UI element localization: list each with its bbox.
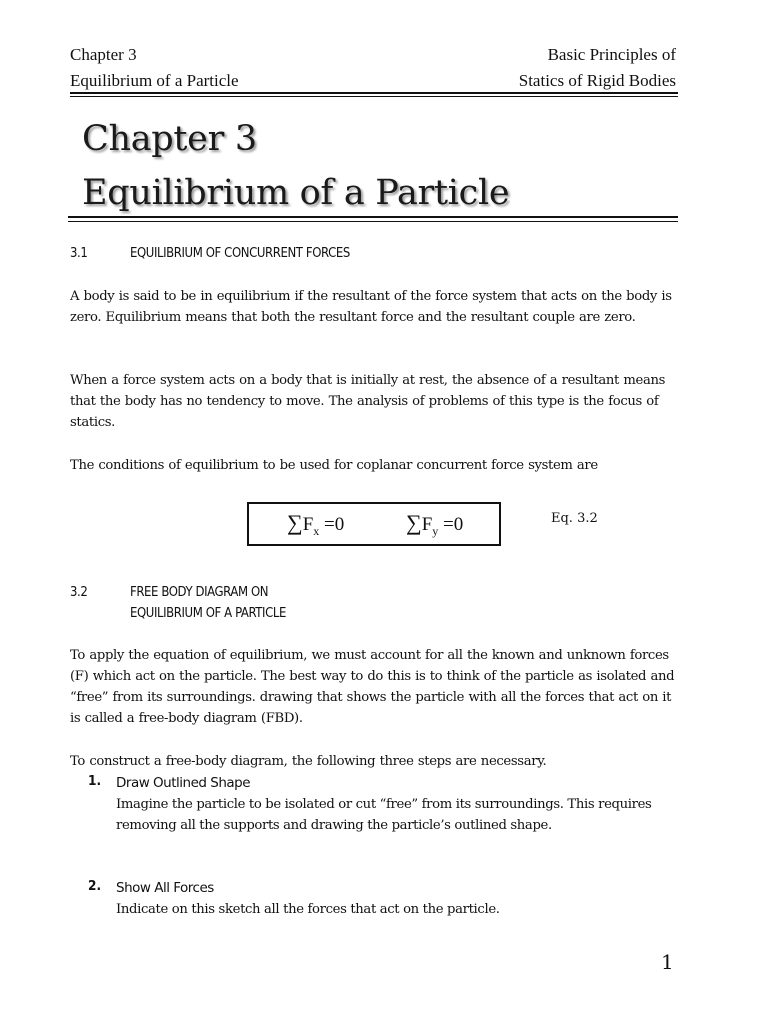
- header-rule-thin: [70, 96, 678, 97]
- header-book-title-2: Statics of Rigid Bodies: [518, 71, 676, 90]
- equals-zero: =0: [438, 514, 464, 535]
- title-rule-thin: [68, 221, 678, 222]
- equation-sum-fy: [406, 510, 463, 539]
- section-number: 3.1: [70, 246, 88, 261]
- step-description: Imagine the particle to be isolated or cut “free” from its surroundings. This requires removing all the supports and drawing the particle’s outlined shape.: [116, 797, 652, 833]
- running-header-left: [70, 42, 239, 94]
- step-number: 1.: [88, 773, 102, 789]
- summation-symbol: ∑: [406, 510, 422, 535]
- subscript-y: y: [432, 523, 439, 538]
- title-rule: [68, 216, 678, 218]
- paragraph-force-system-at-rest: When a force system acts on a body that is initially at rest, the absence of a resultant means that the body has no tendency to move. The analysis of problems of this type is the focus of statics.: [70, 373, 666, 430]
- header-chapter-title: Equilibrium of a Particle: [70, 71, 239, 90]
- step-title: Draw Outlined Shape: [116, 775, 251, 791]
- header-rule: [70, 92, 678, 94]
- chapter-title-number: Chapter 3: [82, 119, 257, 159]
- section-title-line-2: EQUILIBRIUM OF A PARTICLE: [130, 606, 286, 621]
- chapter-title: [82, 112, 509, 220]
- force-symbol: F: [302, 514, 314, 535]
- paragraph-conditions-intro: The conditions of equilibrium to be used for coplanar concurrent force system are: [70, 458, 598, 473]
- step-number: 2.: [88, 878, 102, 894]
- equation-sum-fx: [287, 510, 344, 539]
- summation-symbol: ∑: [287, 510, 303, 535]
- step-title: Show All Forces: [116, 880, 214, 896]
- equals-zero: =0: [319, 514, 345, 535]
- paragraph-free-body-intro: To apply the equation of equilibrium, we must account for all the known and unknown forces (F) which act on the particle. The best way to do this is to think of the particle as isolated and “free” from its surroundings. drawing that shows the particle with all the forces that act on it is called a free-body diagram (FBD).: [70, 648, 675, 726]
- equation-box: [247, 502, 501, 546]
- running-header-right: [519, 42, 676, 94]
- section-title: EQUILIBRIUM OF CONCURRENT FORCES: [130, 246, 350, 261]
- paragraph-equilibrium-definition: A body is said to be in equilibrium if the resultant of the force system that acts on the body is zero. Equilibrium means that both the resultant force and the resultant couple are zero.: [70, 289, 672, 325]
- section-number: 3.2: [70, 585, 88, 600]
- header-chapter: Chapter 3: [70, 45, 137, 64]
- step-description: Indicate on this sketch all the forces that act on the particle.: [116, 902, 500, 917]
- page-number: 1: [661, 950, 674, 974]
- section-title-line-1: FREE BODY DIAGRAM ON: [130, 585, 269, 600]
- header-book-title-1: Basic Principles of: [547, 45, 676, 64]
- chapter-title-name: Equilibrium of a Particle: [82, 173, 510, 213]
- equation-label: Eq. 3.2: [551, 511, 598, 526]
- subscript-x: x: [313, 523, 320, 538]
- paragraph-steps-intro: To construct a free-body diagram, the following three steps are necessary.: [70, 754, 547, 769]
- force-symbol: F: [421, 514, 433, 535]
